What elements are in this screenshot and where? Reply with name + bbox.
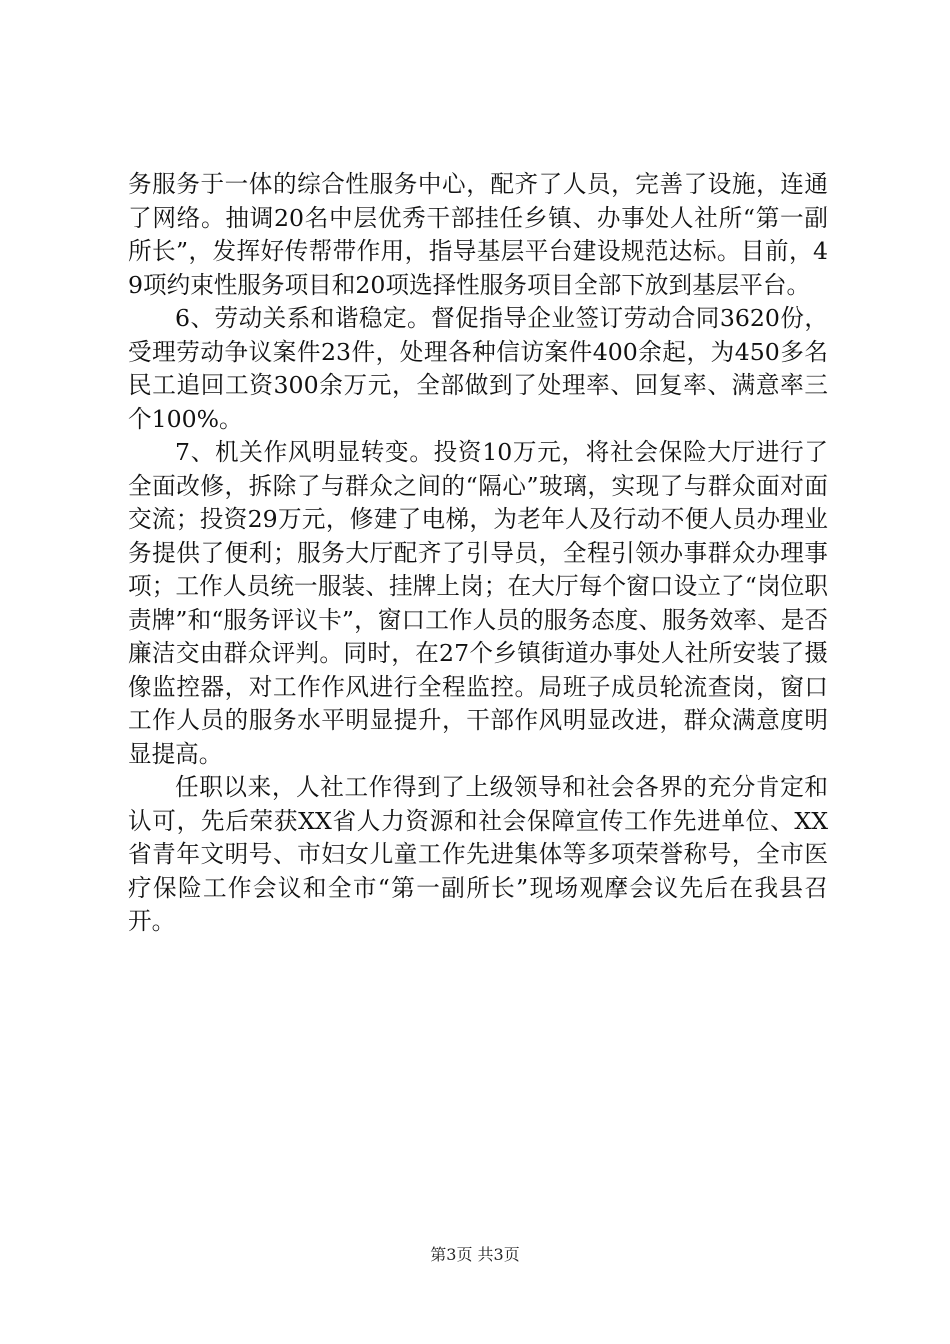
document-body: [128, 168, 828, 939]
paragraph-honors: 任职以来，人社工作得到了上级领导和社会各界的充分肯定和认可，先后荣获XX省人力资源和社会保障宣传工作先进单位、XX省青年文明号、市妇女儿童工作先进集体等多项荣誉称号，全市医疗保险工作会议和全市“第一副所长”现场观摩会议先后在我县召开。: [128, 773, 828, 935]
paragraph-labor-relations: 6、劳动关系和谐稳定。督促指导企业签订劳动合同3620份，受理劳动争议案件23件，处理各种信访案件400余起，为450多名民工追回工资300余万元，全部做到了处理率、回复率、满意率三个100%。: [128, 304, 828, 433]
paragraph-continued: 务服务于一体的综合性服务中心，配齐了人员，完善了设施，连通了网络。抽调20名中层优秀干部挂任乡镇、办事处人社所“第一副所长”，发挥好传帮带作用，指导基层平台建设规范达标。目前，49项约束性服务项目和20项选择性服务项目全部下放到基层平台。: [128, 170, 828, 299]
paragraph-work-style: 7、机关作风明显转变。投资10万元，将社会保险大厅进行了全面改修，拆除了与群众之间的“隔心”玻璃，实现了与群众面对面交流；投资29万元，修建了电梯，为老年人及行动不便人员办理业务提供了便利；服务大厅配齐了引导员，全程引领办事群众办理事项；工作人员统一服装、挂牌上岗；在大厅每个窗口设立了“岗位职责牌”和“服务评议卡”，窗口工作人员的服务态度、服务效率、是否廉洁交由群众评判。同时，在27个乡镇街道办事处人社所安装了摄像监控器，对工作作风进行全程监控。局班子成员轮流查岗，窗口工作人员的服务水平明显提升，干部作风明显改进，群众满意度明显提高。: [128, 438, 828, 768]
page-number-footer: 第3页 共3页: [430, 1245, 520, 1264]
